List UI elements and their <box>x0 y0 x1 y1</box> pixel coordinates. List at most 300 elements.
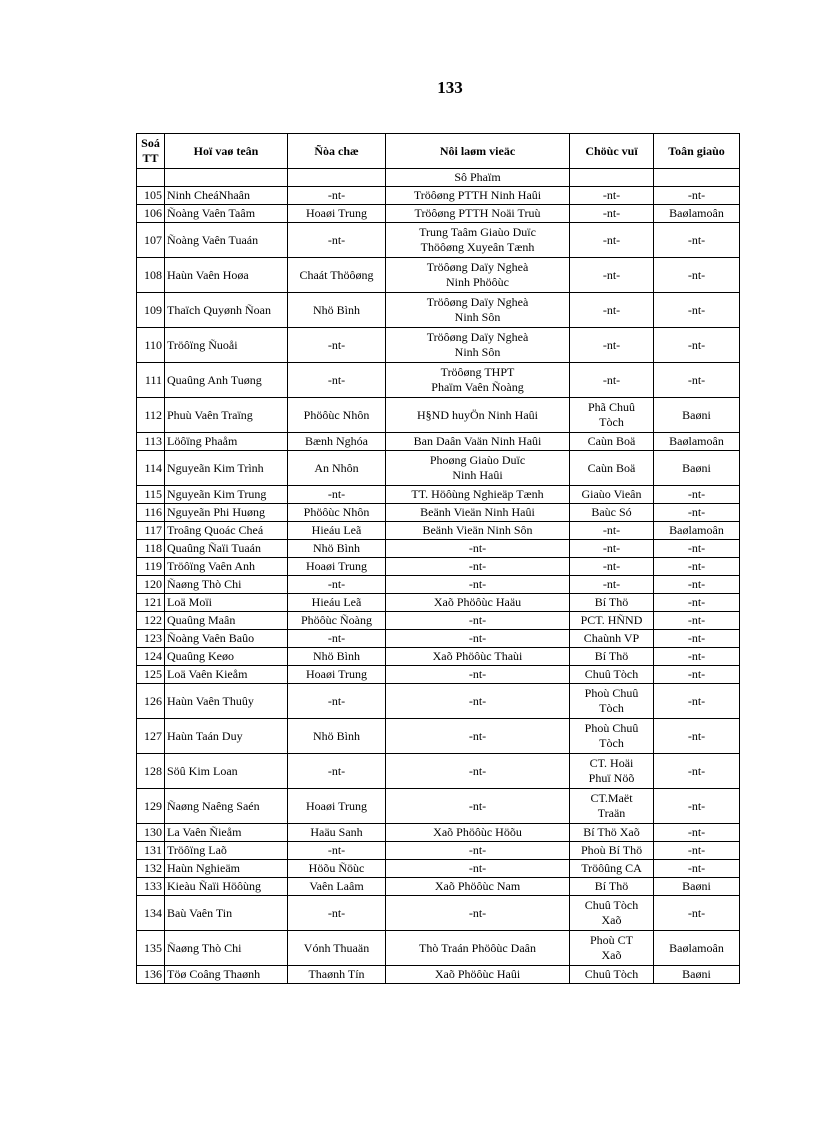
cell-religion: Baøni <box>654 398 740 433</box>
cell-position <box>570 878 654 896</box>
cell-workplace-line: -nt- <box>468 667 487 681</box>
cell-position <box>570 398 654 433</box>
cell-position-line: Traän <box>597 806 626 820</box>
member-table <box>136 133 740 984</box>
cell-workplace-line: Trung Taâm Giaùo Duïc <box>419 225 536 239</box>
cell-workplace-line: -nt- <box>468 613 487 627</box>
cell-position-line: Phoù CT <box>589 933 633 947</box>
cell-workplace-line: H§ND huyÖn Ninh Haûi <box>417 407 538 422</box>
cell-workplace <box>386 451 570 486</box>
cell-name: Löôïng Phaåm <box>165 433 288 451</box>
table-row <box>137 433 740 451</box>
cell-religion: -nt- <box>654 576 740 594</box>
cell-position <box>570 433 654 451</box>
cell-position-line: Chuû Tòch <box>584 667 639 681</box>
cell-position-line: -nt- <box>602 206 621 220</box>
cell-name: Haùn Vaên Thuûy <box>165 684 288 719</box>
cell-religion: -nt- <box>654 504 740 522</box>
cell-origin: -nt- <box>288 223 386 258</box>
header-position: Chöùc vuï <box>570 134 654 169</box>
cell-position-line: -nt- <box>602 232 621 247</box>
cell-stt: 118 <box>137 540 165 558</box>
cell-workplace <box>386 878 570 896</box>
cell-origin: An Nhôn <box>288 451 386 486</box>
cell-position <box>570 363 654 398</box>
cell-position-line: -nt- <box>602 302 621 317</box>
cell-name: Troâng Quoác Cheá <box>165 522 288 540</box>
table-row <box>137 540 740 558</box>
cell-position-line: -nt- <box>602 523 621 537</box>
cell-name: Loä Moïi <box>165 594 288 612</box>
cell-position-line: Tòch <box>599 736 624 750</box>
cell-workplace <box>386 648 570 666</box>
cell-position <box>570 451 654 486</box>
table-row <box>137 522 740 540</box>
cell-religion: Baøni <box>654 451 740 486</box>
cell-workplace-line: Ninh Haûi <box>452 468 503 482</box>
cell-position <box>570 648 654 666</box>
table-row <box>137 648 740 666</box>
cell-religion: -nt- <box>654 719 740 754</box>
cell-origin: Phöôùc Nhôn <box>288 504 386 522</box>
cell-religion: -nt- <box>654 223 740 258</box>
cell-workplace-line: -nt- <box>468 541 487 555</box>
cell-origin: Phöôùc Ñoàng <box>288 612 386 630</box>
cell-religion: -nt- <box>654 558 740 576</box>
cell-religion: -nt- <box>654 630 740 648</box>
cell-workplace-line: -nt- <box>468 843 487 857</box>
cell-religion: -nt- <box>654 187 740 205</box>
cell-name: Ñaøng Thò Chi <box>165 931 288 966</box>
cell-origin: Hoaøi Trung <box>288 205 386 223</box>
cell-origin: Vaên Laâm <box>288 878 386 896</box>
cell-workplace-line: -nt- <box>468 798 487 813</box>
table-row <box>137 223 740 258</box>
cell-stt: 120 <box>137 576 165 594</box>
cell-origin: -nt- <box>288 684 386 719</box>
cell-workplace-line: Xaõ Phöôùc Haäu <box>433 595 522 609</box>
cell-workplace-line: Tröôøng Daïy Ngheà <box>426 330 529 344</box>
cell-stt: 122 <box>137 612 165 630</box>
cell-position-line: Baùc Só <box>591 505 632 519</box>
cell-religion: -nt- <box>654 860 740 878</box>
cell-stt: 115 <box>137 486 165 504</box>
cell-workplace-line: Phoøng Giaùo Duïc <box>429 453 526 467</box>
cell-origin: Nhö Bình <box>288 719 386 754</box>
cell-origin: Chaát Thöôøng <box>288 258 386 293</box>
cell-workplace-line: -nt- <box>468 763 487 778</box>
cell-religion: Baølamoân <box>654 205 740 223</box>
table-row <box>137 612 740 630</box>
cell-position-line: Tòch <box>599 701 624 715</box>
cell-position <box>570 719 654 754</box>
cell-name: Nguyeãn Kim Trung <box>165 486 288 504</box>
cell-workplace-line: Thöôøng Xuyeân Tænh <box>420 240 535 254</box>
cell-position-line: PCT. HÑND <box>580 613 643 627</box>
cell-stt: 107 <box>137 223 165 258</box>
cell-workplace <box>386 896 570 931</box>
cell-position <box>570 842 654 860</box>
table-row <box>137 842 740 860</box>
cell-position-line: Giaùo Vieân <box>581 487 642 501</box>
cell-position <box>570 896 654 931</box>
cell-religion: -nt- <box>654 363 740 398</box>
cell-workplace <box>386 966 570 984</box>
cell-name: Nguyeãn Phi Huøng <box>165 504 288 522</box>
table-row <box>137 205 740 223</box>
table-row <box>137 878 740 896</box>
cell-position-line: -nt- <box>602 577 621 591</box>
table-row <box>137 824 740 842</box>
cell-religion: Baølamoân <box>654 433 740 451</box>
cell-workplace <box>386 684 570 719</box>
cell-position <box>570 558 654 576</box>
cell-origin: Hoaøi Trung <box>288 789 386 824</box>
cell-workplace-line: Xaõ Phöôùc Thaùi <box>432 649 523 663</box>
cell-position-line: Phoù Chuû <box>584 721 639 735</box>
page-number: 133 <box>437 78 463 97</box>
cell-name: Ninh CheáNhaân <box>165 187 288 205</box>
cell-workplace <box>386 258 570 293</box>
cell-workplace-line: Ninh Phöôùc <box>446 275 509 289</box>
cell-stt: 136 <box>137 966 165 984</box>
cell-stt: 108 <box>137 258 165 293</box>
cell-position-line: Bí Thö <box>594 595 629 609</box>
cell-origin: -nt- <box>288 328 386 363</box>
cell-workplace-line: Phaïm Vaên Ñoàng <box>431 380 524 394</box>
cell-name: Söû Kim Loan <box>165 754 288 789</box>
cell-religion: -nt- <box>654 896 740 931</box>
cell-workplace <box>386 789 570 824</box>
table-row <box>137 896 740 931</box>
table-row <box>137 719 740 754</box>
cell-workplace-line: Ninh Sôn <box>454 345 501 359</box>
cell-stt: 114 <box>137 451 165 486</box>
cell-position <box>570 860 654 878</box>
table-row <box>137 576 740 594</box>
cell-name: Phuù Vaên Traïng <box>165 398 288 433</box>
table-row <box>137 789 740 824</box>
cell-origin: -nt- <box>288 754 386 789</box>
cell-workplace-line: Ban Daân Vaän Ninh Haûi <box>413 434 542 448</box>
cell-stt: 132 <box>137 860 165 878</box>
cell-origin: Bænh Nghóa <box>288 433 386 451</box>
cell-position <box>570 187 654 205</box>
cell-workplace <box>386 433 570 451</box>
cell-workplace <box>386 860 570 878</box>
cell-workplace-line: -nt- <box>468 559 487 573</box>
cell-origin: -nt- <box>288 486 386 504</box>
cell-religion: -nt- <box>654 648 740 666</box>
cell-stt: 128 <box>137 754 165 789</box>
cell-position <box>570 789 654 824</box>
table-row <box>137 451 740 486</box>
header-stt-line1: Soá <box>141 136 160 150</box>
cell-name: Ñaøng Naêng Saén <box>165 789 288 824</box>
cell-workplace <box>386 612 570 630</box>
cell-stt: 126 <box>137 684 165 719</box>
cell-religion: -nt- <box>654 824 740 842</box>
cell-religion: -nt- <box>654 486 740 504</box>
cell-workplace-line: Tröôøng Daïy Ngheà <box>426 295 529 309</box>
cell-stt: 121 <box>137 594 165 612</box>
cell-workplace-line: -nt- <box>468 693 487 708</box>
table-row <box>137 860 740 878</box>
cell-religion: -nt- <box>654 789 740 824</box>
cell-workplace-line: Thò Traán Phöôùc Daân <box>419 940 536 955</box>
table-row <box>137 666 740 684</box>
cell-religion: -nt- <box>654 540 740 558</box>
cell-name: Tröôïng Vaên Anh <box>165 558 288 576</box>
cell-position-line: Tòch <box>599 415 624 429</box>
table-row <box>137 398 740 433</box>
cell-workplace <box>386 398 570 433</box>
cell-workplace <box>386 931 570 966</box>
cell-position-line: Phã Chuû <box>587 400 635 414</box>
cell-position-line: Bí Thö Xaõ <box>583 825 640 839</box>
cell-stt: 111 <box>137 363 165 398</box>
table-row <box>137 258 740 293</box>
cell-workplace-line: Beänh Vieän Ninh Sôn <box>422 523 533 537</box>
cell-position-line: Phoù Bí Thö <box>580 843 643 857</box>
table-row <box>137 594 740 612</box>
cell-workplace-line: Xaõ Phöôùc Höõu <box>433 825 522 839</box>
cell-name: Nguyeãn Kim Trình <box>165 451 288 486</box>
cell-name: Kieàu Ñaïi Höôùng <box>165 878 288 896</box>
cell-position <box>570 931 654 966</box>
cell-workplace-line: -nt- <box>468 631 487 645</box>
cell-position <box>570 754 654 789</box>
cell-origin: -nt- <box>288 187 386 205</box>
cell-workplace-line: TT. Höôùng Nghieäp Tænh <box>411 487 544 501</box>
cell-workplace-line: -nt- <box>468 861 487 875</box>
cell-workplace <box>386 363 570 398</box>
cell-workplace <box>386 576 570 594</box>
cell-position-line: CT. Hoäi <box>589 756 634 770</box>
table-row <box>137 684 740 719</box>
cell-stt: 119 <box>137 558 165 576</box>
cell-origin: -nt- <box>288 842 386 860</box>
cell-workplace <box>386 328 570 363</box>
cell-position <box>570 824 654 842</box>
cell-religion: -nt- <box>654 293 740 328</box>
cell-origin: Nhö Bình <box>288 648 386 666</box>
cell-position <box>570 576 654 594</box>
cell-workplace <box>386 842 570 860</box>
cell-religion: -nt- <box>654 842 740 860</box>
table-row <box>137 293 740 328</box>
cell-stt: 127 <box>137 719 165 754</box>
cell-workplace <box>386 486 570 504</box>
cell-position-line: Chuû Tòch <box>584 898 639 912</box>
header-name: Hoï vaø teân <box>165 134 288 169</box>
cell-religion: -nt- <box>654 612 740 630</box>
cell-name: Quaûng Keøo <box>165 648 288 666</box>
cell-position <box>570 522 654 540</box>
cell-name: Thaïch Quyønh Ñoan <box>165 293 288 328</box>
cell-religion: Baøni <box>654 966 740 984</box>
cell-name: Haùn Vaên Hoøa <box>165 258 288 293</box>
table-row <box>137 558 740 576</box>
table-row <box>137 754 740 789</box>
cell-religion: -nt- <box>654 258 740 293</box>
header-stt-line2: TT <box>142 151 159 165</box>
cell-position-line: Caùn Boä <box>587 460 636 475</box>
cell-origin: -nt- <box>288 630 386 648</box>
cell-workplace-line: Beänh Vieän Ninh Haûi <box>420 505 535 519</box>
cell-name: Töø Coâng Thaønh <box>165 966 288 984</box>
cell-workplace-line: Tröôøng Daïy Ngheà <box>426 260 529 274</box>
cell-stt: 125 <box>137 666 165 684</box>
cell-workplace <box>386 187 570 205</box>
cell-workplace <box>386 540 570 558</box>
cell-religion: -nt- <box>654 328 740 363</box>
cell-position-line: Tröôûng CA <box>581 861 642 875</box>
cell-position-line: Caùn Boä <box>587 434 636 448</box>
table-row <box>137 363 740 398</box>
cell-position-line: Bí Thö <box>594 649 629 663</box>
cell-workplace <box>386 223 570 258</box>
cell-position-line: Xaõ <box>601 913 622 927</box>
cell-workplace <box>386 205 570 223</box>
cell-stt: 133 <box>137 878 165 896</box>
cell-stt: 105 <box>137 187 165 205</box>
cell-origin: -nt- <box>288 363 386 398</box>
header-row <box>137 134 740 169</box>
cell-workplace-line: Ninh Sôn <box>454 310 501 324</box>
cell-position-line: -nt- <box>602 267 621 282</box>
cell-position <box>570 328 654 363</box>
table-body <box>137 169 740 984</box>
table-row <box>137 504 740 522</box>
cell-name: Loä Vaên Kieåm <box>165 666 288 684</box>
cell-stt: 117 <box>137 522 165 540</box>
cell-position-line: Phuï Nöõ <box>588 771 635 785</box>
table-row <box>137 630 740 648</box>
cell-origin: Haäu Sanh <box>288 824 386 842</box>
cell-stt: 124 <box>137 648 165 666</box>
cell-religion: -nt- <box>654 754 740 789</box>
cell-origin: -nt- <box>288 576 386 594</box>
cell-stt: 110 <box>137 328 165 363</box>
cell-stt: 123 <box>137 630 165 648</box>
cell-workplace <box>386 824 570 842</box>
cell-position-line: -nt- <box>602 188 621 202</box>
cell-workplace <box>386 293 570 328</box>
cell-position-line: Phoù Chuû <box>584 686 639 700</box>
cell-origin: -nt- <box>288 896 386 931</box>
table-row <box>137 187 740 205</box>
cell-origin: Phöôùc Nhôn <box>288 398 386 433</box>
cell-stt: 112 <box>137 398 165 433</box>
cell-origin: Hieáu Leã <box>288 522 386 540</box>
cell-stt: 113 <box>137 433 165 451</box>
header-stt <box>137 134 165 169</box>
cell-religion: -nt- <box>654 594 740 612</box>
cell-stt: 134 <box>137 896 165 931</box>
cell-religion: Baølamoân <box>654 522 740 540</box>
cell-origin: Thaønh Tín <box>288 966 386 984</box>
cell-workplace-line: Tröôøng PTTH Ninh Haûi <box>413 188 542 202</box>
cell-position-line: Chaùnh VP <box>583 631 640 645</box>
cell-stt: 109 <box>137 293 165 328</box>
cell-stt: 130 <box>137 824 165 842</box>
cell-name: Haùn Taán Duy <box>165 719 288 754</box>
cell-name: La Vaên Ñieåm <box>165 824 288 842</box>
cell-position <box>570 205 654 223</box>
cell-workplace-line: Xaõ Phöôùc Haûi <box>434 967 521 981</box>
table-row <box>137 966 740 984</box>
cell-workplace-line: -nt- <box>468 905 487 920</box>
cell-name: Ñoàng Vaên Taâm <box>165 205 288 223</box>
header-religion: Toân giaùo <box>654 134 740 169</box>
cell-position <box>570 594 654 612</box>
cell-position <box>570 684 654 719</box>
cell-stt: 116 <box>137 504 165 522</box>
cell-position <box>570 666 654 684</box>
cell-position-line: -nt- <box>602 541 621 555</box>
cell-name: Quaûng Maân <box>165 612 288 630</box>
cell-religion: Baøni <box>654 878 740 896</box>
cell-position <box>570 486 654 504</box>
cell-workplace <box>386 522 570 540</box>
cell-workplace-line: -nt- <box>468 728 487 743</box>
cell-position-line: Chuû Tòch <box>584 967 639 981</box>
header-workplace: Nôi laøm vieäc <box>386 134 570 169</box>
cell-name: Ñoàng Vaên Tuaán <box>165 223 288 258</box>
cell-origin: Hoaøi Trung <box>288 558 386 576</box>
cell-position <box>570 612 654 630</box>
cell-workplace-line: -nt- <box>468 577 487 591</box>
cell-origin: Hoaøi Trung <box>288 666 386 684</box>
cell-position-line: -nt- <box>602 559 621 573</box>
cell-position-line: CT.Maët <box>590 791 633 805</box>
table-row <box>137 328 740 363</box>
cell-position-line: -nt- <box>602 372 621 387</box>
cell-stt: 106 <box>137 205 165 223</box>
cell-workplace <box>386 630 570 648</box>
cell-position <box>570 630 654 648</box>
table-row <box>137 931 740 966</box>
section-label: Sô Phaïm <box>386 169 570 187</box>
cell-origin: Nhö Bình <box>288 540 386 558</box>
cell-workplace <box>386 504 570 522</box>
cell-workplace <box>386 666 570 684</box>
cell-origin: Höõu Ñöùc <box>288 860 386 878</box>
cell-position <box>570 540 654 558</box>
cell-position <box>570 293 654 328</box>
cell-name: Ñaøng Thò Chi <box>165 576 288 594</box>
cell-origin: Vónh Thuaän <box>288 931 386 966</box>
cell-name: Quaûng Anh Tuøng <box>165 363 288 398</box>
cell-name: Haùn Nghieäm <box>165 860 288 878</box>
cell-position-line: Xaõ <box>601 948 622 962</box>
cell-position <box>570 223 654 258</box>
cell-workplace-line: Tröôøng THPT <box>440 365 515 379</box>
cell-position <box>570 504 654 522</box>
cell-name: Baù Vaên Tin <box>165 896 288 931</box>
cell-position <box>570 258 654 293</box>
cell-stt: 129 <box>137 789 165 824</box>
cell-origin: Nhö Bình <box>288 293 386 328</box>
cell-name: Quaûng Ñaïi Tuaán <box>165 540 288 558</box>
cell-name: Tröôïng Ñuoåi <box>165 328 288 363</box>
cell-stt: 131 <box>137 842 165 860</box>
cell-religion: Baølamoân <box>654 931 740 966</box>
cell-religion: -nt- <box>654 684 740 719</box>
cell-position-line: Bí Thö <box>594 879 629 893</box>
cell-religion: -nt- <box>654 666 740 684</box>
